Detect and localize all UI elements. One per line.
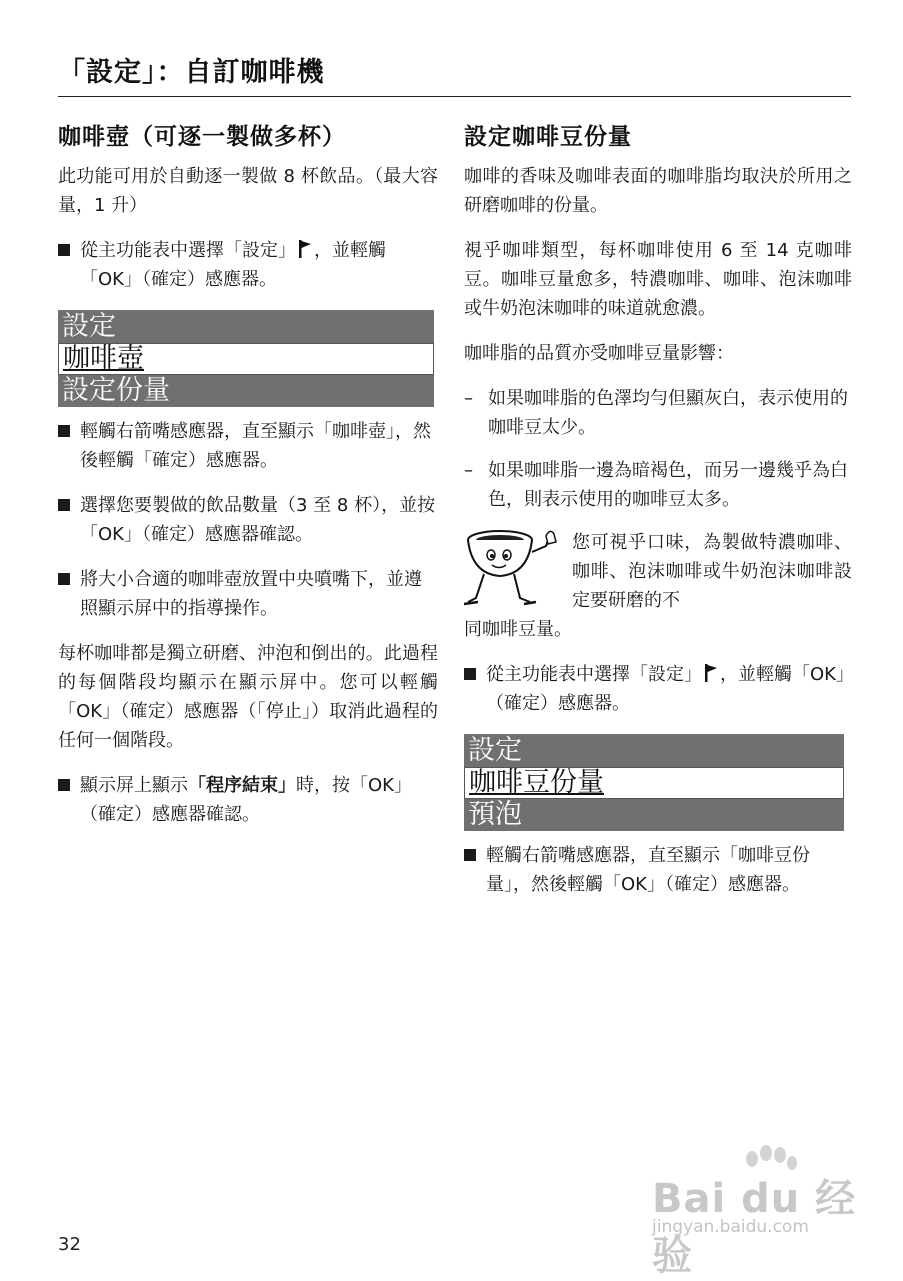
dash-item-too-few: – 如果咖啡脂的色澤均勻但顯灰白，表示使用的咖啡豆太少。 — [464, 388, 848, 438]
settings-flag-icon — [298, 239, 312, 259]
bullet-square-icon — [58, 573, 70, 585]
display-row-portion: 設定份量 — [58, 375, 434, 407]
dash-item-too-many: – 如果咖啡脂一邊為暗褐色，而另一邊幾乎為白色，則表示使用的咖啡豆太多。 — [464, 460, 848, 510]
lcd-display-menu-right — [464, 734, 844, 831]
bullet-square-icon — [464, 668, 476, 680]
bullet-square-icon — [58, 425, 70, 437]
watermark-logo: Bai du 经验 — [652, 1176, 857, 1279]
display-row-settings: 設定 — [58, 311, 434, 343]
baidu-watermark — [640, 1145, 870, 1279]
intro-paragraph: 此功能可用於自動逐一製做 8 杯飲品。（最大容量，1 升） — [58, 166, 438, 216]
page-number: 32 — [58, 1234, 81, 1255]
crema-quality-paragraph: 咖啡脂的品質亦受咖啡豆量影響： — [464, 343, 734, 364]
section-heading-bean-amount: 設定咖啡豆份量 — [464, 124, 632, 150]
process-paragraph: 每杯咖啡都是獨立研磨、沖泡和倒出的。此過程的每個階段均顯示在顯示屏中。您可以輕觸「OK」（確定）感應器（「停止」）取消此過程的任何一個階段。 — [58, 643, 438, 751]
step-confirm-end: 顯示屏上顯示「程序結束」時，按「OK」（確定）感應器確認。 — [58, 771, 438, 829]
step-touch-arrow: 輕觸右箭嘴感應器，直至顯示「咖啡壺」，然後輕觸「確定）感應器。 — [58, 417, 438, 475]
bullet-square-icon — [58, 499, 70, 511]
section-heading-coffee-pot: 咖啡壺（可逐一製做多杯） — [58, 124, 346, 150]
display-row-coffee-pot-selected: 咖啡壺 — [58, 343, 434, 375]
settings-flag-icon — [704, 663, 718, 683]
step-select-settings-right: 從主功能表中選擇「設定」 ，並輕觸「OK」（確定）感應器。 — [464, 660, 852, 718]
display-row-settings: 設定 — [464, 735, 844, 767]
bullet-square-icon — [58, 779, 70, 791]
display-row-bean-amount-selected: 咖啡豆份量 — [464, 767, 844, 799]
page-title: 「設定」：自訂咖啡機 — [58, 57, 325, 88]
right-column — [464, 118, 852, 915]
bullet-square-icon — [464, 849, 476, 861]
lcd-display-menu — [58, 310, 434, 407]
tip-box — [464, 528, 852, 644]
step-select-quantity: 選擇您要製做的飲品數量（3 至 8 杯），並按「OK」（確定）感應器確認。 — [58, 491, 438, 549]
watermark-url: jingyan.baidu.com — [652, 1217, 809, 1237]
aroma-paragraph: 咖啡的香味及咖啡表面的咖啡脂均取決於所用之研磨咖啡的份量。 — [464, 166, 852, 216]
tip-text-tail: 同咖啡豆量。 — [464, 619, 572, 640]
display-row-pre-brew: 預泡 — [464, 799, 844, 831]
step-touch-arrow-right: 輕觸右箭嘴感應器，直至顯示「咖啡豆份量」，然後輕觸「OK」（確定）感應器。 — [464, 841, 852, 899]
tip-text: 您可視乎口味，為製做特濃咖啡、咖啡、泡沫咖啡或牛奶泡沫咖啡設定要研磨的不 — [572, 532, 852, 611]
step-select-settings: 從主功能表中選擇「設定」 ，並輕觸「OK」（確定）感應器。 — [58, 236, 438, 294]
left-column — [58, 118, 438, 845]
step-place-pot: 將大小合適的咖啡壺放置中央噴嘴下，並遵照顯示屏中的指導操作。 — [58, 565, 438, 623]
title-divider — [58, 96, 851, 97]
bean-amount-paragraph: 視乎咖啡類型，每杯咖啡使用 6 至 14 克咖啡豆。咖啡豆量愈多，特濃咖啡、咖啡、泡沫咖啡或牛奶泡沫咖啡的味道就愈濃。 — [464, 240, 852, 319]
coffee-cup-mascot-icon — [464, 528, 566, 610]
bullet-square-icon — [58, 244, 70, 256]
